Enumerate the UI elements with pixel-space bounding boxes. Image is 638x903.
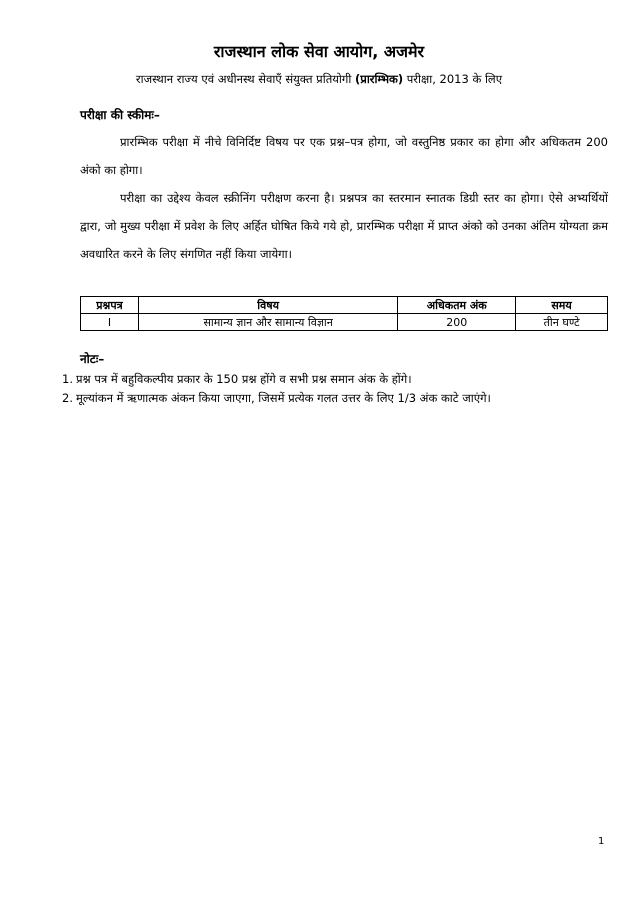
note-number: 1. xyxy=(62,372,73,386)
document-title: राजस्थान लोक सेवा आयोग, अजमेर xyxy=(213,42,425,61)
subtitle-bold-text: (प्रारम्भिक) xyxy=(355,72,404,86)
scheme-heading: परीक्षा की स्कीमः– xyxy=(80,108,160,122)
table-cell: I xyxy=(81,314,139,331)
table-header-cell: विषय xyxy=(138,297,397,314)
note-text: मूल्यांकन में ऋणात्मक अंकन किया जाएगा, जिसमें प्रत्येक गलत उत्तर के लिए 1/3 अंक काटे जाएंगे। xyxy=(76,391,491,405)
table-header-cell: प्रश्नपत्र xyxy=(81,297,139,314)
table-header-row xyxy=(81,297,608,314)
table-row xyxy=(81,314,608,331)
subtitle-text: राजस्थान राज्य एवं अधीनस्थ सेवाएँ संयुक्त प्रतियोगी xyxy=(135,72,356,86)
table-cell: तीन घण्टे xyxy=(516,314,608,331)
table-cell: 200 xyxy=(398,314,516,331)
document-subtitle xyxy=(0,72,638,87)
table-header-cell: अधिकतम अंक xyxy=(398,297,516,314)
note-heading: नोटः– xyxy=(80,352,105,366)
paragraph-1: प्रारम्भिक परीक्षा में नीचे विनिर्दिष्ट विषय पर एक प्रश्न–पत्र होगा, जो वस्तुनिष्ठ प्रकार का होगा और अधिकतम 200 अंको का होगा। xyxy=(80,135,608,177)
table-header-cell: समय xyxy=(516,297,608,314)
list-item xyxy=(62,389,608,408)
page-number: 1 xyxy=(598,836,605,847)
exam-scheme-table xyxy=(80,296,608,331)
note-number: 2. xyxy=(62,391,73,405)
list-item xyxy=(62,370,608,389)
table-cell: सामान्य ज्ञान और सामान्य विज्ञान xyxy=(138,314,397,331)
note-text: प्रश्न पत्र में बहुविकल्पीय प्रकार के 150 प्रश्न होंगे व सभी प्रश्न समान अंक के होंगे। xyxy=(76,372,412,386)
paragraph-2: परीक्षा का उद्देश्य केवल स्क्रीनिंग परीक्षण करना है। प्रश्नपत्र का स्तरमान स्नातक डिग्री स्तर का होगा। ऐसे अभ्यर्थियों द्वारा, जो मुख्य परीक्षा में प्रवेश के लिए अर्हित घोषित किये गये हो, प्रारम्भिक परीक्षा में प्राप्त अंको को उनका अंतिम योग्यता क्रम अवधारित करने के लिए संगणित नहीं किया जायेगा। xyxy=(80,191,608,261)
notes-list xyxy=(62,370,608,408)
subtitle-text-end: परीक्षा, 2013 के लिए xyxy=(403,72,503,86)
